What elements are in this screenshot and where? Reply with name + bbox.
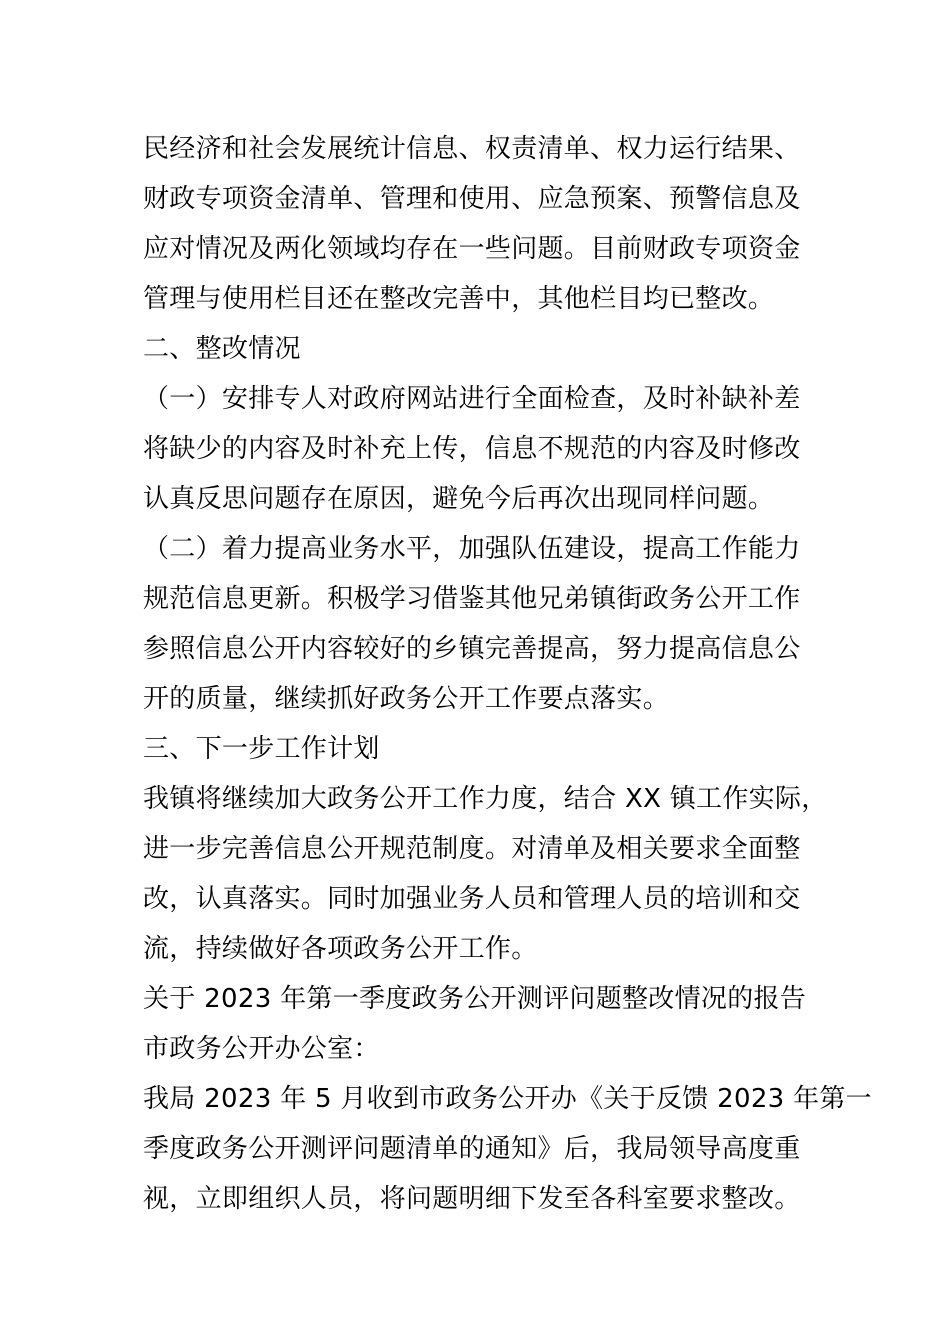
text-line: 将缺少的内容及时补充上传，信息不规范的内容及时修改 (143, 434, 801, 464)
text-line: 季度政务公开测评问题清单的通知》后，我局领导高度重 (143, 1134, 801, 1164)
text-line: 应对情况及两化领域均存在一些问题。目前财政专项资金 (143, 234, 801, 264)
document-body (143, 124, 872, 1224)
report-title: 关于 2023 年第一季度政务公开测评问题整改情况的报告 (143, 984, 807, 1014)
text-line: 进一步完善信息公开规范制度。对清单及相关要求全面整 (143, 834, 801, 864)
text-line: 管理与使用栏目还在整改完善中，其他栏目均已整改。 (143, 284, 775, 314)
text-line: 开的质量，继续抓好政务公开工作要点落实。 (143, 684, 670, 714)
text-line: 规范信息更新。积极学习借鉴其他兄弟镇街政务公开工作 (143, 584, 801, 614)
text-line: 我镇将继续加大政务公开工作力度，结合 XX 镇工作实际， (143, 784, 828, 814)
section-heading: 二、整改情况 (143, 334, 301, 364)
text-line: 参照信息公开内容较好的乡镇完善提高，努力提高信息公 (143, 634, 801, 664)
text-line: 认真反思问题存在原因，避免今后再次出现同样问题。 (143, 484, 775, 514)
text-line: 我局 2023 年 5 月收到市政务公开办《关于反馈 2023 年第一 (143, 1084, 872, 1114)
text-line: 流，持续做好各项政务公开工作。 (143, 934, 538, 964)
text-line: 改，认真落实。同时加强业务人员和管理人员的培训和交 (143, 884, 801, 914)
text-line: 财政专项资金清单、管理和使用、应急预案、预警信息及 (143, 184, 801, 214)
text-line: 视，立即组织人员，将问题明细下发至各科室要求整改。 (143, 1184, 801, 1214)
text-line: （一）安排专人对政府网站进行全面检查，及时补缺补差 (143, 384, 801, 414)
text-line: 民经济和社会发展统计信息、权责清单、权力运行结果、 (143, 134, 801, 164)
text-line: （二）着力提高业务水平，加强队伍建设，提高工作能力 (143, 534, 801, 564)
addressee: 市政务公开办公室： (143, 1034, 380, 1064)
section-heading: 三、下一步工作计划 (143, 734, 380, 764)
